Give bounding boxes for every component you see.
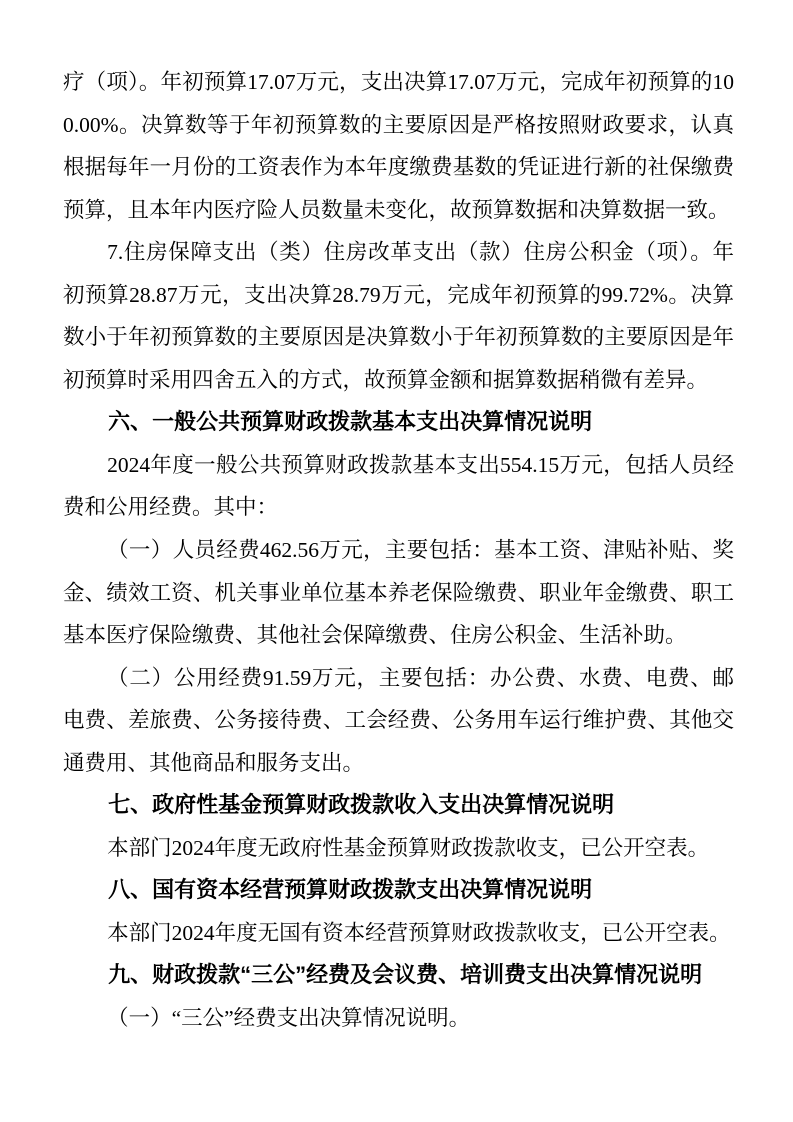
document-body <box>63 61 734 1040</box>
paragraph: （一）人员经费462.56万元，主要包括：基本工资、津贴补贴、奖金、绩效工资、机关事业单位基本养老保险缴费、职业年金缴费、职工基本医疗保险缴费、其他社会保障缴费、住房公积金、生活补助。 <box>63 538 734 648</box>
paragraph: 7.住房保障支出（类）住房改革支出（款）住房公积金（项）。年初预算28.87万元，支出决算28.79万元，完成年初预算的99.72%。决算数小于年初预算数的主要原因是决算数小于年初预算数的主要原因是年初预算时采用四舍五入的方式，故预算金额和据算数据稍微有差异。 <box>63 240 734 392</box>
section-heading: 八、国有资本经营预算财政拨款支出决算情况说明 <box>108 877 593 903</box>
paragraph: 疗（项）。年初预算17.07万元，支出决算17.07万元，完成年初预算的100.00%。决算数等于年初预算数的主要原因是严格按照财政要求，认真根据每年一月份的工资表作为本年度缴费基数的凭证进行新的社保缴费预算，且本年内医疗险人员数量未变化，故预算数据和决算数据一致。 <box>63 70 734 222</box>
paragraph: 2024年度一般公共预算财政拨款基本支出554.15万元，包括人员经费和公用经费。其中： <box>63 452 734 520</box>
paragraph: （一）“三公”经费支出决算情况说明。 <box>107 1006 471 1031</box>
section-heading: 六、一般公共预算财政拨款基本支出决算情况说明 <box>108 409 593 435</box>
paragraph: （二）公用经费91.59万元，主要包括：办公费、水费、电费、邮电费、差旅费、公务接待费、工会经费、公务用车运行维护费、其他交通费用、其他商品和服务支出。 <box>63 665 734 775</box>
section-heading: 九、财政拨款“三公”经费及会议费、培训费支出决算情况说明 <box>108 962 703 988</box>
paragraph: 本部门2024年度无政府性基金预算财政拨款收支，已公开空表。 <box>107 835 710 860</box>
paragraph: 本部门2024年度无国有资本经营预算财政拨款收支，已公开空表。 <box>107 920 731 945</box>
section-heading: 七、政府性基金预算财政拨款收入支出决算情况说明 <box>108 792 615 818</box>
